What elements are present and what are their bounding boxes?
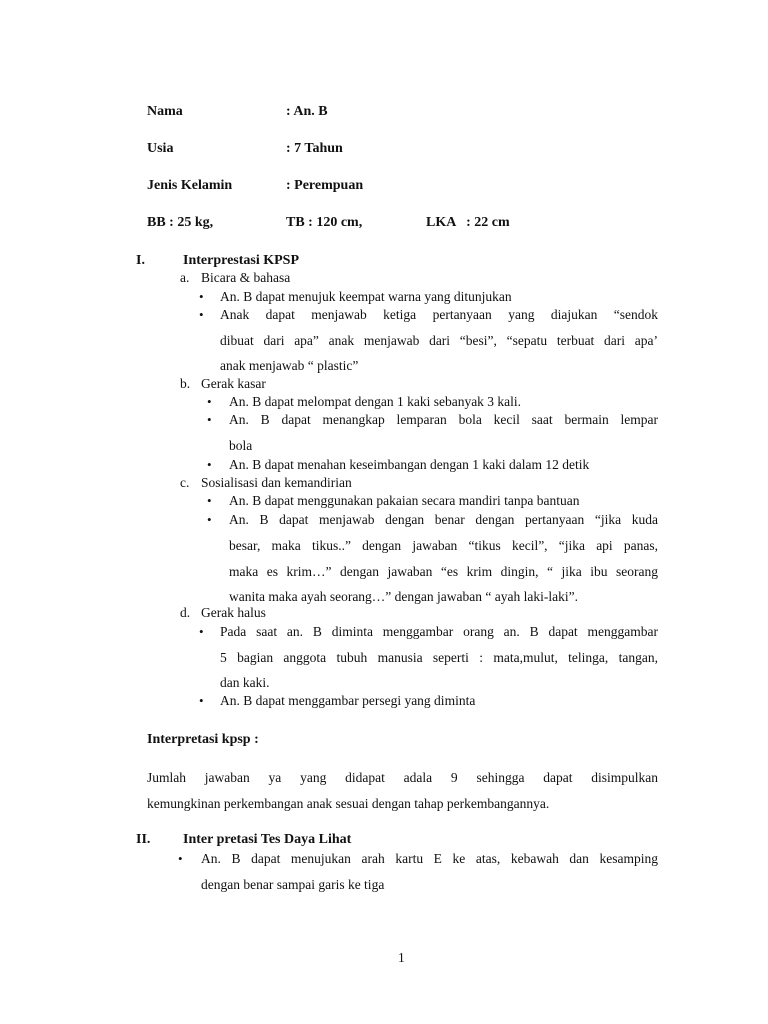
height: TB : 120 cm,: [286, 215, 363, 230]
section2-number: II.: [136, 832, 151, 847]
bullet-icon: •: [199, 289, 204, 304]
list-item-line: 5 bagian anggota tubuh manusia seperti : mata,mulut, telinga, tangan,: [220, 650, 658, 665]
list-item-line: dibuat dari apa” anak menjawab dari “besi”, “sepatu terbuat dari apa’: [220, 333, 658, 348]
name-value: : An. B: [286, 104, 328, 119]
sex-label: Jenis Kelamin: [147, 178, 233, 193]
list-item: An. B dapat menggunakan pakaian secara mandiri tanpa bantuan: [229, 493, 580, 508]
sub-b-title: Gerak kasar: [201, 376, 266, 391]
sub-c-label: c.: [180, 475, 190, 490]
section1-title: Interprestasi KPSP: [183, 253, 300, 268]
weight: BB : 25 kg,: [147, 215, 214, 230]
sub-a-label: a.: [180, 270, 190, 285]
bullet-icon: •: [199, 693, 204, 708]
interpretation-title: Interpretasi kpsp :: [147, 732, 259, 747]
head-circumference: LKA : 22 cm: [426, 215, 510, 230]
section2-title: Inter pretasi Tes Daya Lihat: [183, 832, 352, 847]
bullet-icon: •: [178, 851, 183, 866]
list-item-line: Anak dapat menjawab ketiga pertanyaan yang diajukan “sendok: [220, 307, 658, 322]
list-item-line: maka es krim…” dengan jawaban “es krim dingin, “ jika ibu seorang: [229, 564, 658, 579]
list-item-line: anak menjawab “ plastic”: [220, 358, 359, 373]
bullet-icon: •: [207, 412, 212, 427]
sex-value: : Perempuan: [286, 178, 364, 193]
list-item-line: besar, maka tikus..” dengan jawaban “tikus kecil”, “jika api panas,: [229, 538, 658, 553]
bullet-icon: •: [207, 493, 212, 508]
age-label: Usia: [147, 141, 174, 156]
age-value: : 7 Tahun: [286, 141, 343, 156]
list-item-line: wanita maka ayah seorang…” dengan jawaban “ ayah laki-laki”.: [229, 589, 578, 604]
sub-d-label: d.: [180, 605, 191, 620]
list-item-line: An. B dapat menjawab dengan benar dengan pertanyaan “jika kuda: [229, 512, 658, 527]
paragraph-line: kemungkinan perkembangan anak sesuai dengan tahap perkembangannya.: [147, 796, 550, 811]
list-item: An. B dapat menggambar persegi yang diminta: [220, 693, 476, 708]
paragraph-line: Jumlah jawaban ya yang didapat adala 9 sehingga dapat disimpulkan: [147, 770, 658, 785]
name-label: Nama: [147, 104, 183, 119]
list-item-line: Pada saat an. B diminta menggambar orang an. B dapat menggambar: [220, 624, 658, 639]
sub-b-label: b.: [180, 376, 191, 391]
sub-a-title: Bicara & bahasa: [201, 270, 291, 285]
list-item-line: bola: [229, 438, 253, 453]
page-number: 1: [398, 950, 405, 965]
list-item-line: dan kaki.: [220, 675, 270, 690]
sub-d-title: Gerak halus: [201, 605, 266, 620]
bullet-icon: •: [207, 457, 212, 472]
list-item: An. B dapat menahan keseimbangan dengan 1 kaki dalam 12 detik: [229, 457, 590, 472]
list-item-line: An. B dapat menujukan arah kartu E ke atas, kebawah dan kesamping: [201, 851, 658, 866]
list-item-line: dengan benar sampai garis ke tiga: [201, 877, 385, 892]
list-item: An. B dapat melompat dengan 1 kaki sebanyak 3 kali.: [229, 394, 522, 409]
sub-c-title: Sosialisasi dan kemandirian: [201, 475, 352, 490]
bullet-icon: •: [199, 307, 204, 322]
bullet-icon: •: [207, 512, 212, 527]
list-item: An. B dapat menujuk keempat warna yang ditunjukan: [220, 289, 512, 304]
bullet-icon: •: [207, 394, 212, 409]
bullet-icon: •: [199, 624, 204, 639]
section1-number: I.: [136, 253, 145, 268]
list-item-line: An. B dapat menangkap lemparan bola kecil saat bermain lempar: [229, 412, 658, 427]
